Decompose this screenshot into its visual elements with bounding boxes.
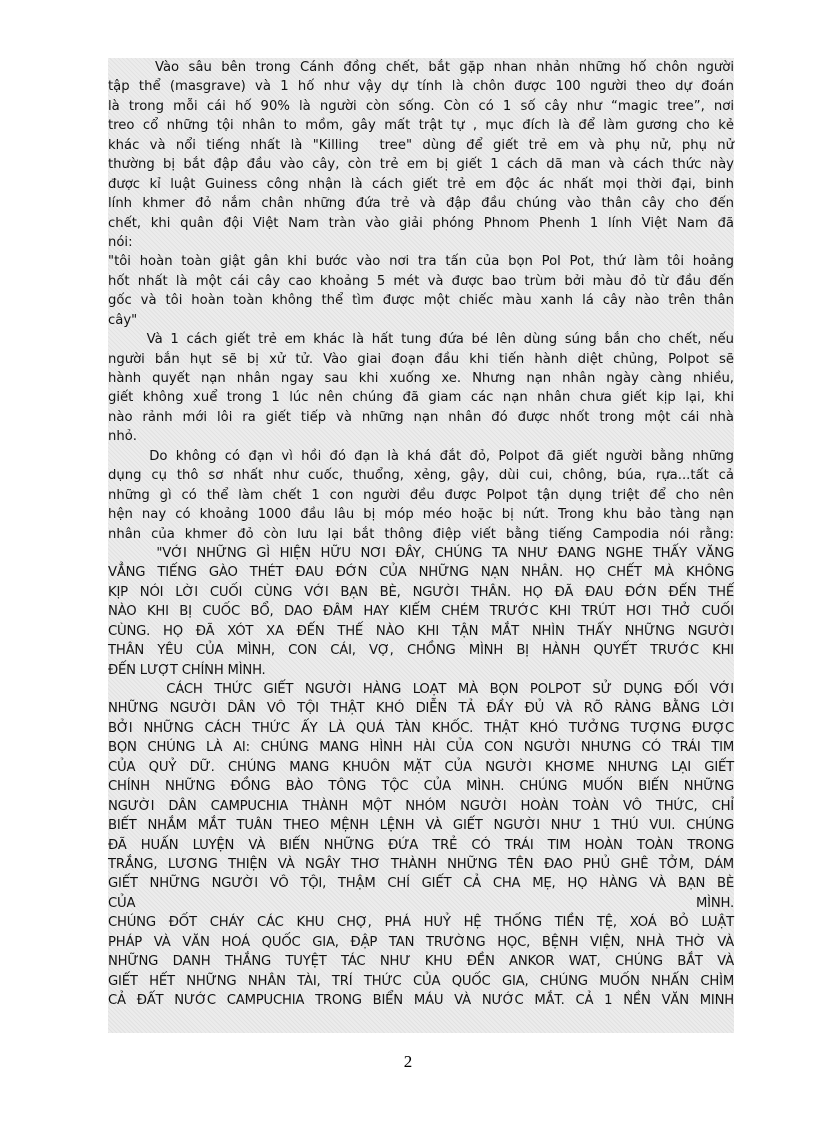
text-line: VẲNG TIẾNG GÀO THÉT ĐAU ĐỚN CỦA NHỮNG NẠN NHÂN. HỌ CHẾT MÀ KHÔNG [108, 565, 734, 581]
text-line: CỦA QUỶ DỮ. CHÚNG MANG KHUÔN MẶT CỦA NGƯỜI KHƠME NHƯNG LẠI GIẾT [108, 759, 734, 775]
text-line: nói: [108, 234, 133, 250]
text-line: nào rảnh mới lôi ra giết tiếp và những nạn nhân đó được nhốt trong một cái nhà [108, 409, 734, 425]
text-line: ĐÃ HUẤN LUYỆN VÀ BIẾN NHỮNG ĐỨA TRẺ CÓ TRÁI TIM HOÀN TOÀN TRONG [108, 837, 734, 853]
text-line: "VỚI NHỮNG GÌ HIỆN HỮU NƠI ĐÂY, CHÚNG TA NHƯ ĐANG NGHE THẤY VĂNG [108, 545, 734, 561]
text-line: chết, khi quân đội Việt Nam tràn vào giải phóng Phnom Phenh 1 lính Việt Nam đã [108, 215, 734, 231]
text-line: cây" [108, 312, 138, 328]
text-line: BỞI NHỮNG CÁCH THỨC ẤY LÀ QUÁ TÀN KHỐC. THẬT KHÓ TƯỞNG TƯỢNG ĐƯỢC [108, 720, 734, 736]
text-line: được kỉ luật Guiness công nhận là cách giết trẻ em độc ác nhất mọi thời đại, binh [108, 176, 734, 192]
text-line: lính khmer đỏ nắm chân những đứa trẻ và đập đầu chúng vào thân cây cho đến [108, 196, 734, 212]
text-line: tập thể (masgrave) và 1 hố như vậy dự tính là chôn được 100 người theo dự đoán [108, 79, 734, 95]
text-line: NGƯỜI DÂN CAMPUCHIA THÀNH MỘT NHÓM NGƯỜI HOÀN TOÀN VÔ THỨC, CHỈ [108, 798, 734, 814]
text-line: người bắn hụt sẽ bị xử tử. Vào giai đoạn đầu khi tiến hành diệt chủng, Polpot sẽ [108, 351, 734, 367]
page-number: 2 [403, 1052, 413, 1071]
text-line: hốt nhất là một cái cây cao khoảng 5 mét và được bao trùm bởi màu đỏ từ đầu đến [108, 273, 734, 289]
text-line: những gì có thể làm chết 1 con người đều được Polpot tận dụng triệt để cho nên [108, 487, 734, 503]
text-line: thường bị bắt đập đầu vào cây, còn trẻ em bị giết 1 cách dã man và cách thức này [108, 157, 734, 173]
text-line: CÁCH THỨC GIẾT NGƯỜI HÀNG LOẠT MÀ BỌN POLPOT SỬ DỤNG ĐỐI VỚI [108, 682, 734, 697]
text-line: ĐẾN LƯỢT CHÍNH MÌNH. [108, 662, 266, 678]
text-line: khác và nổi tiếng nhất là "Killing tree" dùng để giết trẻ em và phụ nử, phụ nử [108, 137, 734, 153]
text-line: CẢ ĐẤT NƯỚC CAMPUCHIA TRONG BIỂN MÁU VÀ NƯỚC MẮT. CẢ 1 NỀN VĂN MINH [108, 993, 734, 1008]
text-line: GIẾT NHỮNG NGƯỜI VÔ TỘI, THẬM CHÍ GIẾT CẢ CHA MẸ, HỌ HÀNG VÀ BẠN BÈ [108, 876, 734, 892]
body-text [108, 58, 734, 1033]
text-line: nhỏ. [108, 429, 137, 445]
text-line: dụng cụ thô sơ nhất như cuốc, thuổng, xẻng, gậy, dùi cui, chông, búa, rựa...tất cả [108, 468, 734, 484]
text-line: NHỮNG DANH THẮNG TUYỆT TÁC NHƯ KHU ĐỀN ANKOR WAT, CHÚNG BẮT VÀ [108, 954, 734, 970]
text-line: NHỮNG NGƯỜI DÂN VÔ TỘI THẬT KHÓ DIỄN TẢ ĐẦY ĐỦ VÀ RÕ RÀNG BẰNG LỜI [108, 701, 734, 717]
text-line: CÙNG. HỌ ĐÃ XÓT XA ĐẾN THẾ NÀO KHI TẬN MẮT NHÌN THẤY NHỮNG NGƯỜI [108, 623, 734, 639]
text-line: treo cổ những tội nhân to mồm, gây mất trật tự , mục đích là để làm gương cho kẻ [108, 118, 734, 134]
text-line: THÂN YÊU CỦA MÌNH, CON CÁI, VỢ, CHỒNG MÌNH BỊ HÀNH QUYẾT TRƯỚC KHI [108, 643, 734, 659]
text-line: "tôi hoàn toàn giật gân khi bước vào nơi tra tấn của bọn Pol Pot, thứ làm tôi hoảng [108, 254, 734, 270]
text-line: CỦA MÌNH. [108, 895, 734, 911]
text-line: hện nay có khoảng 1000 đầu lâu bị móp méo hoặc bị nứt. Trong khu bảo tàng nạn [108, 507, 734, 523]
text-line: PHÁP VÀ VĂN HOÁ QUỐC GIA, ĐẬP TAN TRƯỜNG HỌC, BỆNH VIỆN, NHÀ THỜ VÀ [108, 934, 734, 950]
text-line: gốc và tôi hoàn toàn không thể tìm được một chiếc màu xanh lá cây nào trên thân [108, 293, 734, 309]
text-line: BIẾT NHẮM MẮT TUÂN THEO MỆNH LỆNH VÀ GIẾT NGƯỜI NHƯ 1 THÚ VUI. CHÚNG [108, 818, 734, 834]
text-line: Vào sâu bên trong Cánh đồng chết, bắt gặp nhan nhản những hố chôn người [108, 60, 734, 75]
text-line: là trong mỗi cái hố 90% là người còn sống. Còn có 1 số cây như “magic tree”, nơi [108, 98, 734, 114]
text-line: NÀO KHI BỊ CUỐC BỔ, DAO ĐÂM HAY KIẾM CHÉM TRƯỚC KHI TRÚT HƠI THỞ CUỐI [108, 604, 734, 620]
text-line: nhân của khmer đỏ còn lưu lại bắt thông điệp viết bằng tiếng Campodia nói rằng: [108, 526, 734, 542]
text-line: CHÚNG ĐỐT CHÁY CÁC KHU CHỢ, PHÁ HUỶ HỆ THỐNG TIỀN TỆ, XOÁ BỎ LUẬT [108, 915, 734, 931]
text-line: BỌN CHÚNG LÀ AI: CHÚNG MANG HÌNH HÀI CỦA CON NGƯỜI NHƯNG CÓ TRÁI TIM [108, 740, 734, 756]
text-line: TRẮNG, LƯƠNG THIỆN VÀ NGÂY THƠ THÀNH NHỮNG TÊN ĐAO PHỦ GHÊ TỞM, DÁM [108, 856, 734, 872]
text-line: hành quyết nạn nhân ngay sau khi xuống xe. Nhưng nạn nhân ngày càng nhiều, [108, 371, 734, 386]
text-line: Và 1 cách giết trẻ em khác là hất tung đứa bé lên dùng súng bắn cho chết, nếu [108, 332, 734, 348]
text-line: GIẾT HẾT NHỮNG NHÂN TÀI, TRÍ THỨC CỦA QUỐC GIA, CHÚNG MUỐN NHẤN CHÌM [108, 973, 734, 989]
text-line: giết không xuể trong 1 lúc nên chúng đã giam các nạn nhân chưa giết kịp lại, khi [108, 390, 734, 406]
text-line: Do không có đạn vì hồi đó đạn là khá đắt đỏ, Polpot đã giết người bằng những [108, 448, 734, 464]
text-line: KỊP NÓI LỜI CUỐI CÙNG VỚI BẠN BÈ, NGƯỜI THÂN. HỌ ĐÃ ĐAU ĐỚN ĐẾN THẾ [108, 584, 734, 600]
text-line: CHÍNH NHỮNG ĐỒNG BÀO TÔNG TỘC CỦA MÌNH. CHÚNG MUỐN BIẾN NHỮNG [108, 779, 734, 795]
